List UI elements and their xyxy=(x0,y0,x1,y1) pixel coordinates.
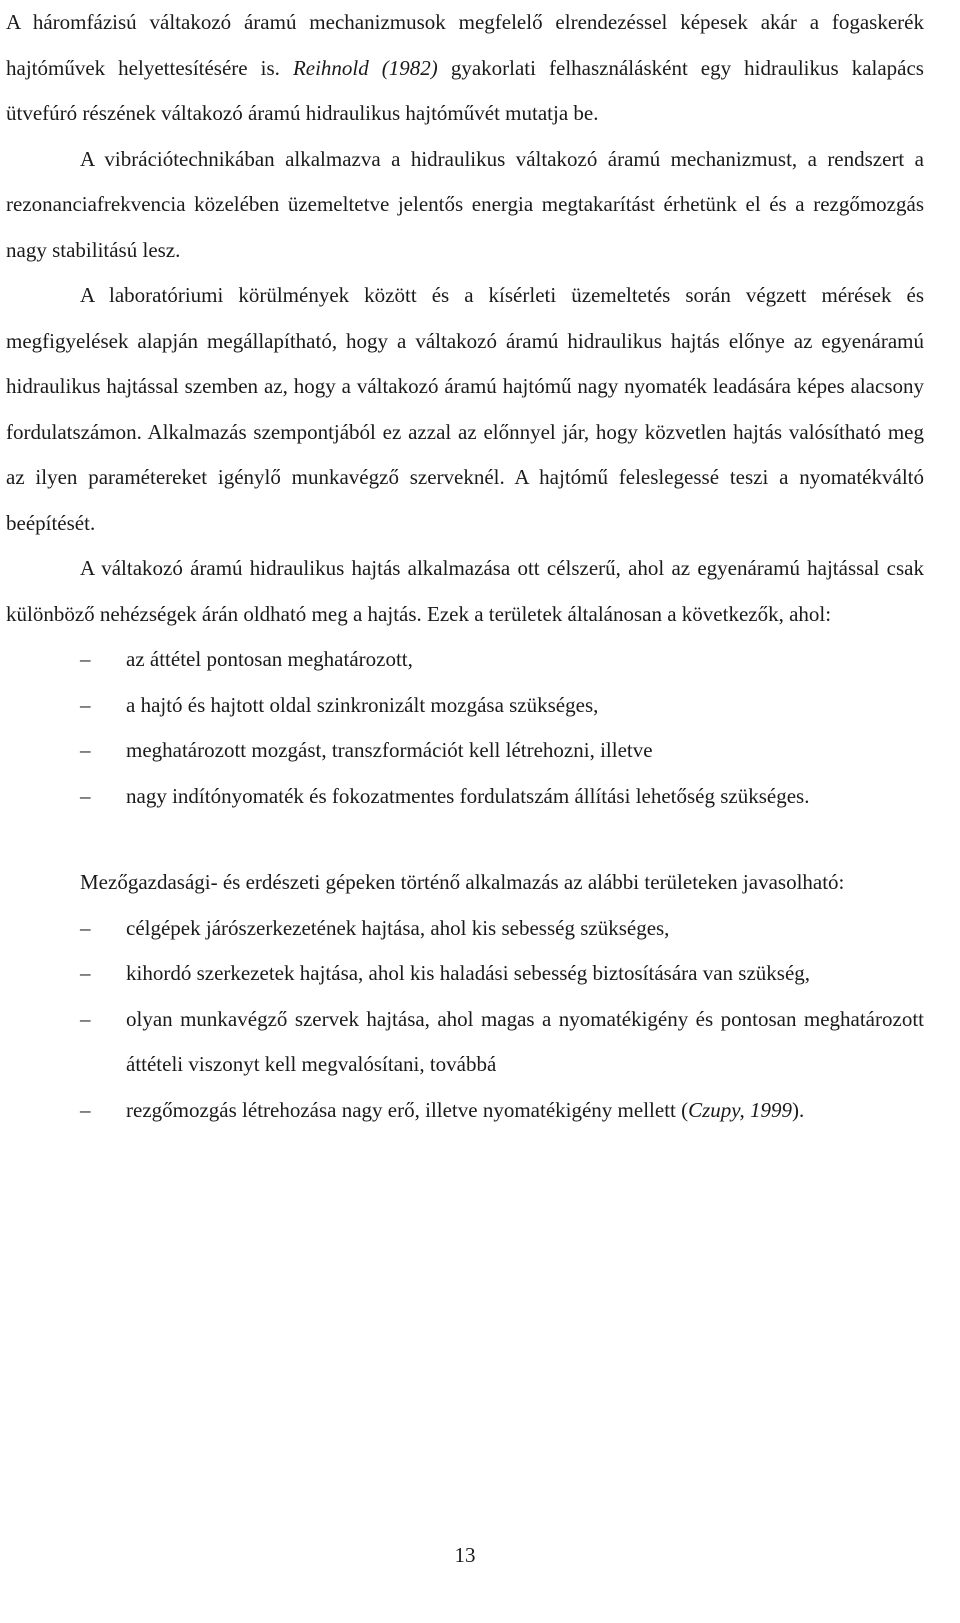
section-gap xyxy=(6,819,924,860)
paragraph-5: Mezőgazdasági- és erdészeti gépeken történő alkalmazás az alábbi területeken javasolható: xyxy=(80,870,845,894)
paragraph-1-text: A háromfázisú váltakozó áramú mechanizmusok megfelelő elrendezéssel képesek akár a fogaskerék hajtóművek helyettesítésére is. xyxy=(6,10,924,80)
list-item xyxy=(6,683,924,729)
list-item-end: ). xyxy=(791,1097,805,1122)
document-page xyxy=(6,0,924,1133)
dash-bullet: – xyxy=(80,1006,91,1031)
list-item-text: olyan munkavégző szervek hajtása, ahol magas a nyomatékigény és pontosan meghatározott áttételi viszonyt kell megvalósítani, továbbá xyxy=(126,1006,924,1076)
citation-reihnold: Reihnold (1982) xyxy=(292,55,438,80)
list-item xyxy=(6,1088,924,1134)
list-item xyxy=(6,997,924,1088)
paragraph-4: A váltakozó áramú hidraulikus hajtás alkalmazása ott célszerű, ahol az egyenáramú hajtással csak különböző nehézségek árán oldható meg a hajtás. Ezek a területek általánosan a következők, ahol: xyxy=(6,556,924,626)
list-item-text: meghatározott mozgást, transzformációt kell létrehozni, illetve xyxy=(126,738,653,762)
list-item xyxy=(6,637,924,683)
list-item-text: a hajtó és hajtott oldal szinkronizált mozgása szükséges, xyxy=(126,692,599,717)
dash-bullet: – xyxy=(80,647,91,671)
list-item-text: kihordó szerkezetek hajtása, ahol kis haladási sebesség biztosítására van szükség, xyxy=(126,961,811,985)
list-item xyxy=(6,728,924,774)
page-number: 13 xyxy=(454,1543,476,1567)
paragraph-1-rest: gyakorlati felhasználásként egy hidraulikus kalapács ütvefúró részének váltakozó áramú hidraulikus hajtóművét mutatja be. xyxy=(6,55,924,125)
citation-czupy: Czupy, 1999 xyxy=(688,1097,792,1122)
list-item-text: rezgőmozgás létrehozása nagy erő, illetve nyomatékigény mellett ( xyxy=(126,1097,689,1122)
list-item-text: nagy indítónyomaték és fokozatmentes fordulatszám állítási lehetőség szükséges. xyxy=(126,783,810,808)
list-item xyxy=(6,951,924,997)
paragraph-1 xyxy=(6,0,924,137)
dash-bullet: – xyxy=(80,961,91,985)
dash-bullet: – xyxy=(80,915,91,940)
paragraph-2: A vibrációtechnikában alkalmazva a hidraulikus váltakozó áramú mechanizmust, a rendszert a rezonanciafrekvencia közelében üzemeltetve jelentős energia megtakarítást érhetünk el és a rezgőmozgás nagy stabilitású lesz. xyxy=(6,146,924,262)
dash-bullet: – xyxy=(80,1097,91,1122)
dash-bullet: – xyxy=(80,692,91,717)
applications-list xyxy=(6,906,924,1134)
dash-bullet: – xyxy=(80,738,91,762)
list-item xyxy=(6,774,924,820)
list-item-text: az áttétel pontosan meghatározott, xyxy=(126,647,413,671)
dash-bullet: – xyxy=(80,783,91,808)
conditions-list xyxy=(6,637,924,819)
list-item-text: célgépek járószerkezetének hajtása, ahol kis sebesség szükséges, xyxy=(126,915,670,940)
list-item xyxy=(6,906,924,952)
paragraph-3: A laboratóriumi körülmények között és a kísérleti üzemeltetés során végzett mérések és megfigyelések alapján megállapítható, hogy a váltakozó áramú hidraulikus hajtás előnye az egyenáramú hidraulikus hajtással szemben az, hogy a váltakozó áramú hajtómű nagy nyomaték leadására képes alacsony fordulatszámon. Alkalmazás szempontjából ez azzal az előnnyel jár, hogy közvetlen hajtás valósítható meg az ilyen paramétereket igénylő munkavégző szerveknél. A hajtómű feleslegessé teszi a nyomatékváltó beépítését. xyxy=(6,283,924,535)
